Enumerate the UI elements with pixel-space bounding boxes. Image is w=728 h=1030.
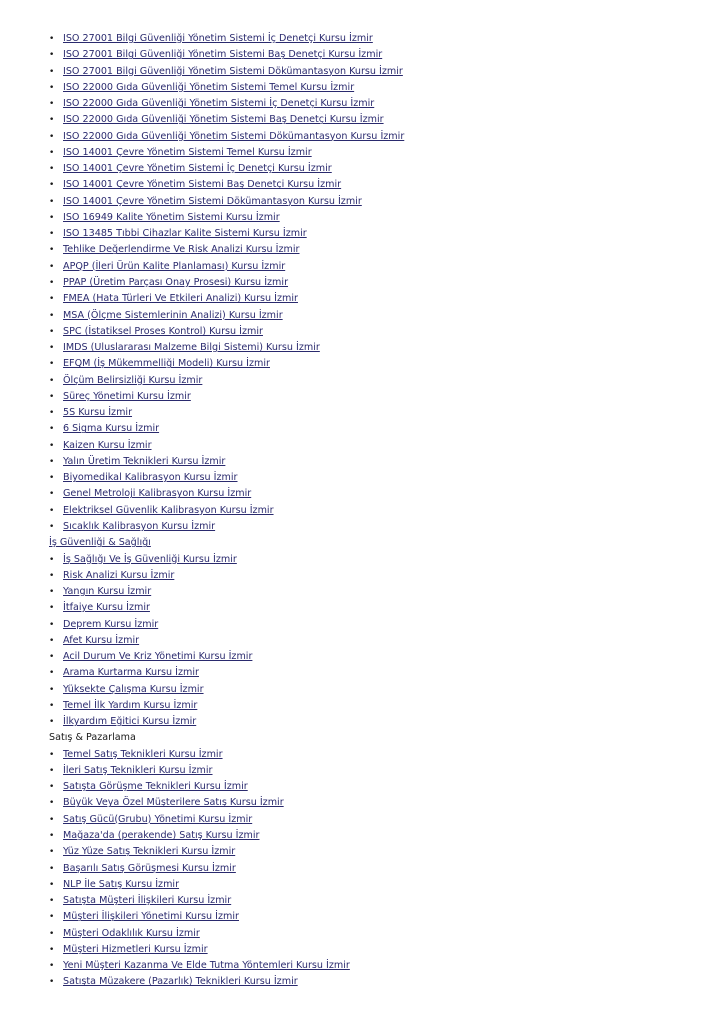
course-link-arama-kurtarma-kursu-i-zmir[interactable]: Arama Kurtarma Kursu İzmir <box>63 667 199 679</box>
list-item <box>49 682 709 698</box>
bullet-icon: • <box>49 99 55 110</box>
bullet-icon: • <box>49 765 55 776</box>
list-item <box>49 340 709 356</box>
list-item <box>49 926 709 942</box>
bullet-icon: • <box>49 310 55 321</box>
list-item <box>49 242 709 258</box>
course-link-yeni-musteri-kazanma-ve-elde-tutma-yontemleri-kursu-i-zmir[interactable]: Yeni Müşteri Kazanma Ve Elde Tutma Yöntemleri Kursu İzmir <box>63 960 350 972</box>
course-link-i-s-sagligi-ve-i-s-guvenligi-kursu-i-zmir[interactable]: İş Sağlığı Ve İş Güvenliği Kursu İzmir <box>63 553 237 565</box>
bullet-icon: • <box>49 684 55 695</box>
list-item <box>49 324 709 340</box>
list-item <box>49 177 709 193</box>
course-link-yuksekte-calisma-kursu-i-zmir[interactable]: Yüksekte Çalışma Kursu İzmir <box>63 683 204 695</box>
list-item <box>49 145 709 161</box>
course-link-iso-22000-gida-guvenligi-yonetim-sistemi-bas-denetci-kursu-i-zmir[interactable]: ISO 22000 Gıda Güvenliği Yönetim Sistemi Baş Denetçi Kursu İzmir <box>63 114 384 126</box>
course-link-biyomedikal-kalibrasyon-kursu-i-zmir[interactable]: Biyomedikal Kalibrasyon Kursu İzmir <box>63 472 238 484</box>
course-link-6-sigma-kursu-i-zmir[interactable]: 6 Sigma Kursu İzmir <box>63 423 160 435</box>
course-link-imds-uluslararasi-malzeme-bilgi-sistemi-kursu-i-zmir[interactable]: IMDS (Uluslararası Malzeme Bilgi Sistemi) Kursu İzmir <box>63 342 320 354</box>
list-item <box>49 698 709 714</box>
course-link-musteri-odaklilik-kursu-i-zmir[interactable]: Müşteri Odaklılık Kursu İzmir <box>63 927 200 939</box>
list-item <box>49 308 709 324</box>
course-link-iso-27001-bilgi-guvenligi-yonetim-sistemi-i-c-denetci-kursu-i-zmir[interactable]: ISO 27001 Bilgi Güvenliği Yönetim Sistemi İç Denetçi Kursu İzmir <box>63 33 373 44</box>
list-item <box>49 812 709 828</box>
list-item <box>49 373 709 389</box>
list-item <box>49 552 709 568</box>
course-link-yalin-uretim-teknikleri-kursu-i-zmir[interactable]: Yalın Üretim Teknikleri Kursu İzmir <box>63 455 226 467</box>
bullet-icon: • <box>49 782 55 793</box>
course-list-page <box>49 31 709 991</box>
list-item <box>49 584 709 600</box>
list-item <box>49 974 709 990</box>
course-link-iso-14001-cevre-yonetim-sistemi-temel-kursu-i-zmir[interactable]: ISO 14001 Çevre Yönetim Sistemi Temel Kursu İzmir <box>63 146 312 158</box>
course-link-i-tfaiye-kursu-i-zmir[interactable]: İtfaiye Kursu İzmir <box>63 602 150 614</box>
course-link-tehlike-degerlendirme-ve-risk-analizi-kursu-i-zmir[interactable]: Tehlike Değerlendirme Ve Risk Analizi Kursu İzmir <box>63 244 300 256</box>
bullet-icon: • <box>49 635 55 646</box>
course-link-spc-i-statiksel-proses-kontrol-kursu-i-zmir[interactable]: SPC (İstatiksel Proses Kontrol) Kursu İzmir <box>63 325 263 337</box>
list-item <box>49 210 709 226</box>
bullet-icon: • <box>49 944 55 955</box>
course-link-iso-14001-cevre-yonetim-sistemi-i-c-denetci-kursu-i-zmir[interactable]: ISO 14001 Çevre Yönetim Sistemi İç Denetçi Kursu İzmir <box>63 163 332 175</box>
list-item <box>49 129 709 145</box>
course-link-temel-satis-teknikleri-kursu-i-zmir[interactable]: Temel Satış Teknikleri Kursu İzmir <box>63 748 223 760</box>
course-link-yangin-kursu-i-zmir[interactable]: Yangın Kursu İzmir <box>63 586 152 598</box>
bullet-icon: • <box>49 375 55 386</box>
bullet-icon: • <box>49 879 55 890</box>
list-item <box>49 47 709 63</box>
course-link-ppap-uretim-parcasi-onay-prosesi-kursu-i-zmir[interactable]: PPAP (Üretim Parçası Onay Prosesi) Kursu İzmir <box>63 276 289 288</box>
list-item <box>49 226 709 242</box>
course-link-sicaklik-kalibrasyon-kursu-i-zmir[interactable]: Sıcaklık Kalibrasyon Kursu İzmir <box>63 520 216 532</box>
bullet-icon: • <box>49 180 55 191</box>
course-link-surec-yonetimi-kursu-i-zmir[interactable]: Süreç Yönetimi Kursu İzmir <box>63 390 191 402</box>
bullet-icon: • <box>49 424 55 435</box>
bullet-icon: • <box>49 164 55 175</box>
bullet-icon: • <box>49 961 55 972</box>
list-item <box>49 405 709 421</box>
list-item <box>49 291 709 307</box>
bullet-icon: • <box>49 294 55 305</box>
bullet-icon: • <box>49 570 55 581</box>
course-link-iso-16949-kalite-yonetim-sistemi-kursu-i-zmir[interactable]: ISO 16949 Kalite Yönetim Sistemi Kursu İzmir <box>63 211 280 223</box>
course-link-magaza-da-perakende-satis-kursu-i-zmir[interactable]: Mağaza'da (perakende) Satış Kursu İzmir <box>63 830 260 842</box>
bullet-icon: • <box>49 521 55 532</box>
list-item <box>49 844 709 860</box>
course-link-genel-metroloji-kalibrasyon-kursu-i-zmir[interactable]: Genel Metroloji Kalibrasyon Kursu İzmir <box>63 488 252 500</box>
list-item <box>49 649 709 665</box>
bullet-icon: • <box>49 82 55 93</box>
list-item <box>49 470 709 486</box>
list-item <box>49 161 709 177</box>
bullet-icon: • <box>49 619 55 630</box>
list-item <box>49 600 709 616</box>
list-item <box>49 861 709 877</box>
bullet-icon: • <box>49 408 55 419</box>
course-link-olcum-belirsizligi-kursu-i-zmir[interactable]: Ölçüm Belirsizliği Kursu İzmir <box>63 374 203 386</box>
bullet-icon: • <box>49 391 55 402</box>
bullet-icon: • <box>49 652 55 663</box>
list-item <box>49 80 709 96</box>
bullet-icon: • <box>49 34 55 44</box>
course-link-apqp-i-leri-urun-kalite-planlamasi-kursu-i-zmir[interactable]: APQP (İleri Ürün Kalite Planlaması) Kursu İzmir <box>63 260 286 272</box>
course-link-iso-22000-gida-guvenligi-yonetim-sistemi-dokumantasyon-kursu-i-zmir[interactable]: ISO 22000 Gıda Güvenliği Yönetim Sistemi Dökümantasyon Kursu İzmir <box>63 130 405 142</box>
list-item <box>49 96 709 112</box>
bullet-icon: • <box>49 587 55 598</box>
bullet-icon: • <box>49 66 55 77</box>
course-link-nlp-i-le-satis-kursu-i-zmir[interactable]: NLP İle Satış Kursu İzmir <box>63 878 180 890</box>
list-item <box>49 795 709 811</box>
bullet-icon: • <box>49 505 55 516</box>
list-item <box>49 779 709 795</box>
course-link-iso-27001-bilgi-guvenligi-yonetim-sistemi-dokumantasyon-kursu-i-zmir[interactable]: ISO 27001 Bilgi Güvenliği Yönetim Sistemi Dökümantasyon Kursu İzmir <box>63 65 403 77</box>
section-heading-label: Satış & Pazarlama <box>49 732 136 744</box>
course-link-satista-gorusme-teknikleri-kursu-i-zmir[interactable]: Satışta Görüşme Teknikleri Kursu İzmir <box>63 781 248 793</box>
list-item <box>49 665 709 681</box>
course-link-satista-musteri-i-liskileri-kursu-i-zmir[interactable]: Satışta Müşteri İlişkileri Kursu İzmir <box>63 895 232 907</box>
course-link-deprem-kursu-i-zmir[interactable]: Deprem Kursu İzmir <box>63 618 159 630</box>
course-link-musteri-i-liskileri-yonetimi-kursu-i-zmir[interactable]: Müşteri İlişkileri Yönetimi Kursu İzmir <box>63 911 239 923</box>
list-item <box>49 617 709 633</box>
course-link-i-leri-satis-teknikleri-kursu-i-zmir[interactable]: İleri Satış Teknikleri Kursu İzmir <box>63 764 213 776</box>
bullet-icon: • <box>49 603 55 614</box>
course-link-acil-durum-ve-kriz-yonetimi-kursu-i-zmir[interactable]: Acil Durum Ve Kriz Yönetimi Kursu İzmir <box>63 651 253 663</box>
course-link-iso-13485-tibbi-cihazlar-kalite-sistemi-kursu-i-zmir[interactable]: ISO 13485 Tıbbi Cihazlar Kalite Sistemi Kursu İzmir <box>63 228 307 240</box>
course-link-iso-27001-bilgi-guvenligi-yonetim-sistemi-bas-denetci-kursu-i-zmir[interactable]: ISO 27001 Bilgi Güvenliği Yönetim Sistemi Baş Denetçi Kursu İzmir <box>63 49 383 61</box>
list-item <box>49 633 709 649</box>
bullet-icon: • <box>49 489 55 500</box>
list-item <box>49 958 709 974</box>
course-link-satista-muzakere-pazarlik-teknikleri-kursu-i-zmir[interactable]: Satışta Müzakere (Pazarlık) Teknikleri Kursu İzmir <box>63 976 298 988</box>
course-link-fmea-hata-turleri-ve-etkileri-analizi-kursu-i-zmir[interactable]: FMEA (Hata Türleri Ve Etkileri Analizi) Kursu İzmir <box>63 293 298 305</box>
list-item <box>49 259 709 275</box>
list-item <box>49 893 709 909</box>
bullet-icon: • <box>49 115 55 126</box>
course-link-msa-olcme-sistemlerinin-analizi-kursu-i-zmir[interactable]: MSA (Ölçme Sistemlerinin Analizi) Kursu İzmir <box>63 309 283 321</box>
bullet-icon: • <box>49 440 55 451</box>
course-link-iso-22000-gida-guvenligi-yonetim-sistemi-temel-kursu-i-zmir[interactable]: ISO 22000 Gıda Güvenliği Yönetim Sistemi Temel Kursu İzmir <box>63 81 355 93</box>
course-link-basarili-satis-gorusmesi-kursu-i-zmir[interactable]: Başarılı Satış Görüşmesi Kursu İzmir <box>63 862 236 874</box>
bullet-icon: • <box>49 359 55 370</box>
bullet-icon: • <box>49 814 55 825</box>
bullet-icon: • <box>49 147 55 158</box>
list-item <box>49 519 709 535</box>
bullet-icon: • <box>49 831 55 842</box>
bullet-icon: • <box>49 554 55 565</box>
course-link-temel-i-lk-yardim-kursu-i-zmir[interactable]: Temel İlk Yardım Kursu İzmir <box>63 699 198 711</box>
bullet-icon: • <box>49 50 55 61</box>
course-link-satis-gucu-grubu-yonetimi-kursu-i-zmir[interactable]: Satış Gücü(Grubu) Yönetimi Kursu İzmir <box>63 813 253 825</box>
bullet-icon: • <box>49 343 55 354</box>
course-link-yuz-yuze-satis-teknikleri-kursu-i-zmir[interactable]: Yüz Yüze Satış Teknikleri Kursu İzmir <box>63 846 236 858</box>
list-item <box>49 909 709 925</box>
list-item <box>49 747 709 763</box>
list-item <box>49 454 709 470</box>
bullet-icon: • <box>49 245 55 256</box>
course-link-i-lkyardim-egitici-kursu-i-zmir[interactable]: İlkyardım Eğitici Kursu İzmir <box>63 716 197 728</box>
section-heading <box>49 730 709 746</box>
section-heading-label[interactable]: İş Güvenliği & Sağlığı <box>49 537 151 549</box>
list-item <box>49 942 709 958</box>
list-item <box>49 714 709 730</box>
bullet-icon: • <box>49 456 55 467</box>
list-item <box>49 194 709 210</box>
bullet-icon: • <box>49 668 55 679</box>
bullet-icon: • <box>49 277 55 288</box>
bullet-icon: • <box>49 912 55 923</box>
bullet-icon: • <box>49 326 55 337</box>
list-item <box>49 112 709 128</box>
course-link-risk-analizi-kursu-i-zmir[interactable]: Risk Analizi Kursu İzmir <box>63 569 175 581</box>
list-item <box>49 503 709 519</box>
bullet-icon: • <box>49 700 55 711</box>
list-item <box>49 31 709 47</box>
course-link-musteri-hizmetleri-kursu-i-zmir[interactable]: Müşteri Hizmetleri Kursu İzmir <box>63 943 208 955</box>
bullet-icon: • <box>49 196 55 207</box>
course-link-iso-14001-cevre-yonetim-sistemi-bas-denetci-kursu-i-zmir[interactable]: ISO 14001 Çevre Yönetim Sistemi Baş Denetçi Kursu İzmir <box>63 179 342 191</box>
bullet-icon: • <box>49 473 55 484</box>
list-item <box>49 389 709 405</box>
list-item <box>49 877 709 893</box>
bullet-icon: • <box>49 212 55 223</box>
course-link-afet-kursu-i-zmir[interactable]: Afet Kursu İzmir <box>63 634 140 646</box>
bullet-icon: • <box>49 261 55 272</box>
bullet-icon: • <box>49 131 55 142</box>
course-link-elektriksel-guvenlik-kalibrasyon-kursu-i-zmir[interactable]: Elektriksel Güvenlik Kalibrasyon Kursu İzmir <box>63 504 274 516</box>
bullet-icon: • <box>49 798 55 809</box>
section-heading[interactable] <box>49 535 709 551</box>
list-item <box>49 356 709 372</box>
course-link-buyuk-veya-ozel-musterilere-satis-kursu-i-zmir[interactable]: Büyük Veya Özel Müşterilere Satış Kursu İzmir <box>63 797 284 809</box>
list-item <box>49 275 709 291</box>
list-item <box>49 64 709 80</box>
bullet-icon: • <box>49 896 55 907</box>
bullet-icon: • <box>49 863 55 874</box>
bullet-icon: • <box>49 229 55 240</box>
list-item <box>49 568 709 584</box>
bullet-icon: • <box>49 977 55 988</box>
list-item <box>49 421 709 437</box>
course-link-5s-kursu-i-zmir[interactable]: 5S Kursu İzmir <box>63 407 133 419</box>
course-link-iso-14001-cevre-yonetim-sistemi-dokumantasyon-kursu-i-zmir[interactable]: ISO 14001 Çevre Yönetim Sistemi Dökümantasyon Kursu İzmir <box>63 195 362 207</box>
bullet-icon: • <box>49 847 55 858</box>
bullet-icon: • <box>49 928 55 939</box>
course-link-efqm-i-s-mukemmelligi-modeli-kursu-i-zmir[interactable]: EFQM (İş Mükemmelliği Modeli) Kursu İzmir <box>63 358 270 370</box>
bullet-icon: • <box>49 749 55 760</box>
course-link-iso-22000-gida-guvenligi-yonetim-sistemi-i-c-denetci-kursu-i-zmir[interactable]: ISO 22000 Gıda Güvenliği Yönetim Sistemi İç Denetçi Kursu İzmir <box>63 98 375 110</box>
list-item <box>49 828 709 844</box>
bullet-icon: • <box>49 717 55 728</box>
list-item <box>49 486 709 502</box>
course-link-kaizen-kursu-i-zmir[interactable]: Kaizen Kursu İzmir <box>63 439 152 451</box>
list-item <box>49 438 709 454</box>
list-item <box>49 763 709 779</box>
